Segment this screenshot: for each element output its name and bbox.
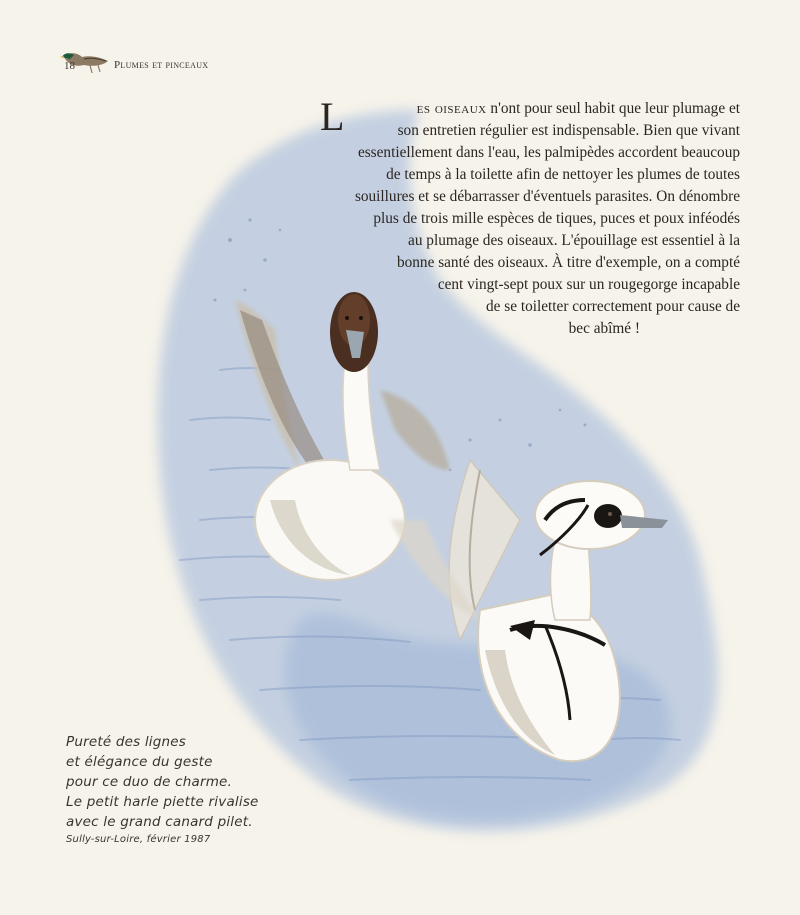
text-line: souillures et se débarrasser d'éventuels parasites. On dénombre: [354, 188, 740, 205]
text-line: bonne santé des oiseaux. À titre d'exemple, on a compté: [396, 254, 740, 271]
caption-line: et élégance du geste: [66, 754, 213, 770]
caption-line: Pureté des lignes: [66, 734, 187, 750]
illustration-caption: [66, 732, 259, 848]
text-line: son entretien régulier est indispensable. Bien que vivant: [397, 122, 740, 139]
text-line: bec abîmé !: [568, 320, 640, 337]
text-line: plus de trois mille espèces de tiques, puces et poux inféodés: [373, 210, 740, 227]
caption-line: Le petit harle piette rivalise: [66, 794, 259, 810]
text-line: cent vingt-sept poux sur un rougegorge incapable: [437, 276, 740, 293]
text-line: de temps à la toilette afin de nettoyer les plumes de toutes: [386, 166, 740, 183]
page-number: 18: [64, 60, 75, 72]
caption-line: pour ce duo de charme.: [66, 774, 233, 790]
caption-place-date: Sully-sur-Loire, février 1987: [66, 834, 211, 845]
text-line: es oiseaux n'ont pour seul habit que leur plumage et: [416, 100, 740, 117]
text-line: essentiellement dans l'eau, les palmipèdes accordent beaucoup: [357, 144, 740, 161]
caption-line: avec le grand canard pilet.: [66, 814, 253, 830]
text-line: au plumage des oiseaux. L'épouillage est essentiel à la: [408, 232, 740, 249]
running-title: Plumes et pinceaux: [114, 59, 209, 71]
drop-cap: L: [320, 94, 345, 139]
text-line: de se toiletter correctement pour cause de: [486, 298, 740, 315]
lead-small-caps: es oiseaux: [416, 100, 487, 117]
body-paragraph: [320, 94, 740, 340]
